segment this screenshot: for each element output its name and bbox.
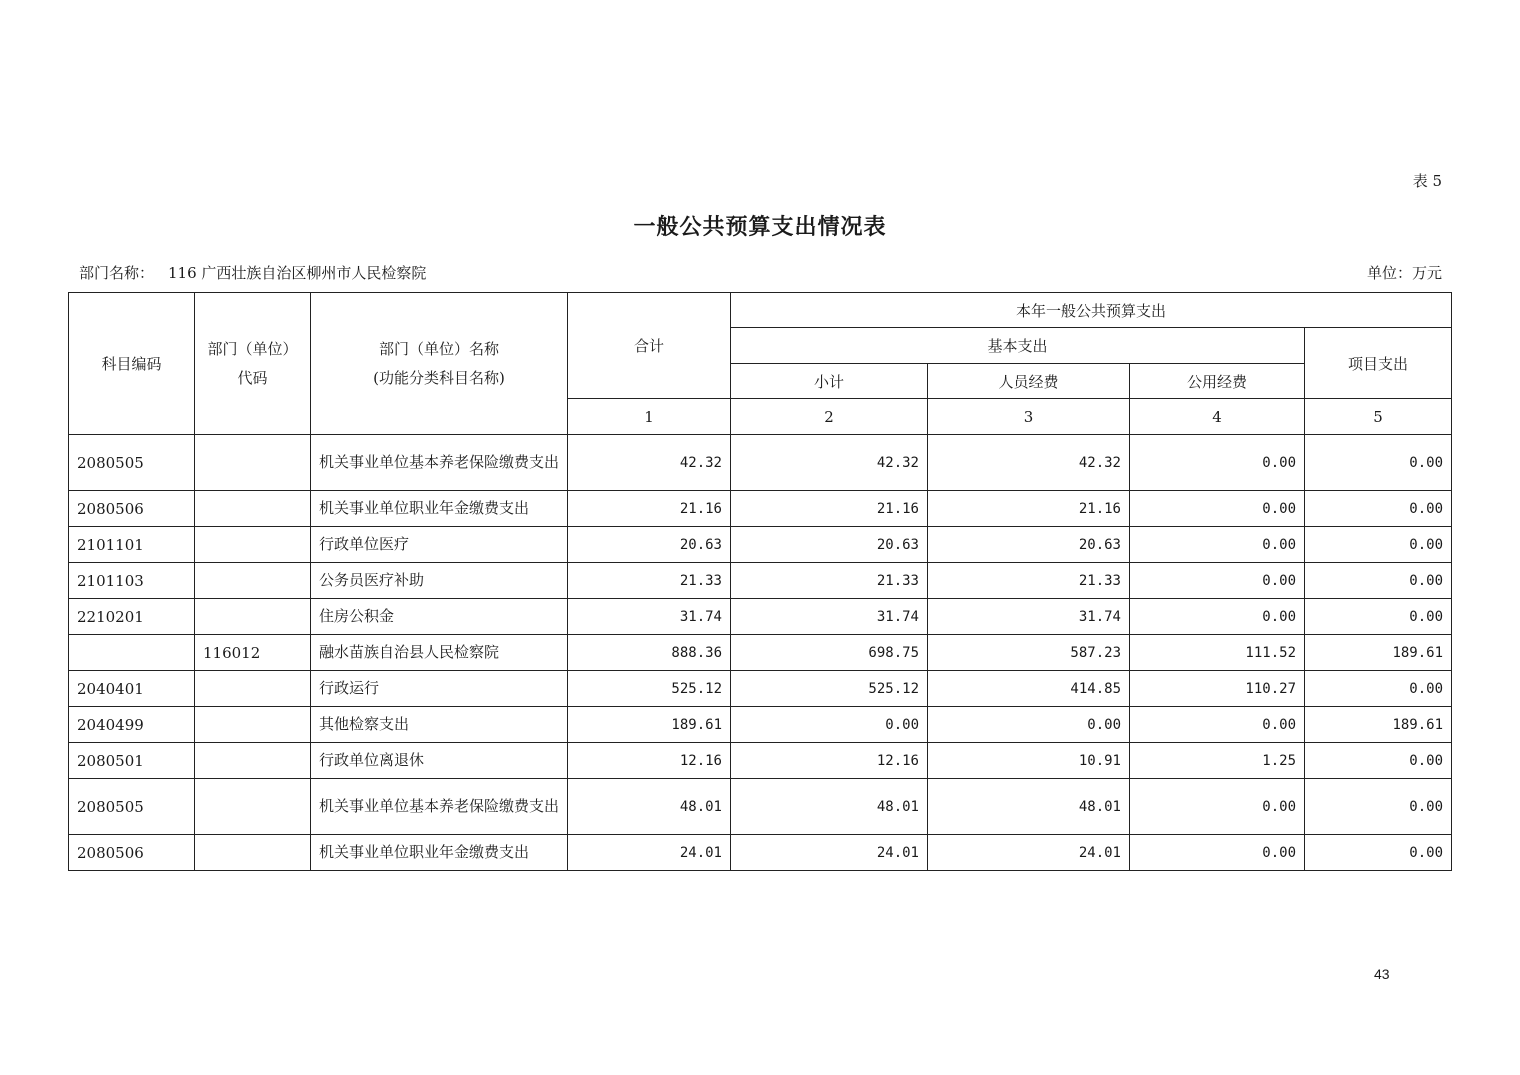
cell-project: 0.00: [1305, 435, 1452, 491]
cell-public: 111.52: [1130, 635, 1305, 671]
cell-total: 21.16: [568, 491, 731, 527]
header-dept-name-line2: (功能分类科目名称): [373, 368, 505, 387]
col-number: 3: [928, 399, 1130, 435]
cell-code: 2080506: [69, 491, 195, 527]
page-title: 一般公共预算支出情况表: [633, 214, 887, 240]
cell-code: 2101103: [69, 563, 195, 599]
header-basic: 基本支出: [731, 328, 1305, 364]
table-row: [69, 527, 1452, 563]
col-number: 5: [1305, 399, 1452, 435]
cell-dept-code: [195, 527, 311, 563]
cell-public: 110.27: [1130, 671, 1305, 707]
cell-public: 0.00: [1130, 599, 1305, 635]
cell-personnel: 20.63: [928, 527, 1130, 563]
cell-project: 0.00: [1305, 779, 1452, 835]
cell-name: 住房公积金: [311, 599, 568, 635]
cell-project: 189.61: [1305, 635, 1452, 671]
cell-subtotal: 48.01: [731, 779, 928, 835]
table-row: [69, 599, 1452, 635]
cell-public: 0.00: [1130, 435, 1305, 491]
cell-name: 行政单位离退休: [311, 743, 568, 779]
cell-public: 0.00: [1130, 707, 1305, 743]
cell-personnel: 31.74: [928, 599, 1130, 635]
cell-name: 行政单位医疗: [311, 527, 568, 563]
header-project: 项目支出: [1305, 328, 1452, 399]
cell-public: 0.00: [1130, 779, 1305, 835]
cell-personnel: 48.01: [928, 779, 1130, 835]
cell-name: 机关事业单位职业年金缴费支出: [311, 835, 568, 871]
cell-dept-code: [195, 491, 311, 527]
cell-personnel: 21.33: [928, 563, 1130, 599]
cell-total: 189.61: [568, 707, 731, 743]
table-row: [69, 491, 1452, 527]
cell-code: 2080505: [69, 779, 195, 835]
cell-project: 0.00: [1305, 671, 1452, 707]
header-row-1: [69, 293, 1452, 328]
header-dept-name: [311, 293, 568, 435]
cell-project: 0.00: [1305, 835, 1452, 871]
table-row: [69, 435, 1452, 491]
header-subtotal: 小计: [731, 364, 928, 399]
cell-total: 48.01: [568, 779, 731, 835]
cell-dept-code: [195, 671, 311, 707]
cell-total: 888.36: [568, 635, 731, 671]
cell-code: 2080505: [69, 435, 195, 491]
cell-personnel: 414.85: [928, 671, 1130, 707]
cell-project: 0.00: [1305, 563, 1452, 599]
cell-code: 2080501: [69, 743, 195, 779]
page-number: 43: [1374, 966, 1390, 982]
cell-personnel: 42.32: [928, 435, 1130, 491]
cell-dept-code: 116012: [195, 635, 311, 671]
header-dept-code-line2: 代码: [237, 368, 268, 387]
cell-total: 42.32: [568, 435, 731, 491]
cell-dept-code: [195, 707, 311, 743]
department-label: 部门名称：: [79, 264, 155, 282]
col-number: 4: [1130, 399, 1305, 435]
cell-total: 21.33: [568, 563, 731, 599]
col-number: 2: [731, 399, 928, 435]
cell-subtotal: 21.16: [731, 491, 928, 527]
cell-subtotal: 0.00: [731, 707, 928, 743]
cell-public: 0.00: [1130, 563, 1305, 599]
table-row: [69, 835, 1452, 871]
table-number-label: 表 5: [1412, 172, 1442, 190]
cell-subtotal: 525.12: [731, 671, 928, 707]
cell-personnel: 21.16: [928, 491, 1130, 527]
cell-code: 2080506: [69, 835, 195, 871]
cell-subtotal: 42.32: [731, 435, 928, 491]
col-number: 1: [568, 399, 731, 435]
cell-subtotal: 21.33: [731, 563, 928, 599]
cell-subtotal: 31.74: [731, 599, 928, 635]
header-year-budget: 本年一般公共预算支出: [731, 293, 1452, 328]
cell-project: 0.00: [1305, 743, 1452, 779]
cell-project: 189.61: [1305, 707, 1452, 743]
table-row: [69, 743, 1452, 779]
cell-code: 2101101: [69, 527, 195, 563]
header-dept-code: [195, 293, 311, 435]
budget-table: [68, 292, 1452, 871]
cell-project: 0.00: [1305, 491, 1452, 527]
header-public: 公用经费: [1130, 364, 1305, 399]
cell-public: 1.25: [1130, 743, 1305, 779]
cell-subtotal: 12.16: [731, 743, 928, 779]
cell-total: 20.63: [568, 527, 731, 563]
unit-label: 单位：万元: [1366, 264, 1442, 282]
cell-name: 行政运行: [311, 671, 568, 707]
cell-public: 0.00: [1130, 527, 1305, 563]
cell-total: 31.74: [568, 599, 731, 635]
header-total: 合计: [568, 293, 731, 399]
cell-project: 0.00: [1305, 527, 1452, 563]
cell-name: 机关事业单位职业年金缴费支出: [311, 491, 568, 527]
table-row: [69, 707, 1452, 743]
cell-dept-code: [195, 743, 311, 779]
cell-name: 其他检察支出: [311, 707, 568, 743]
cell-dept-code: [195, 435, 311, 491]
cell-name: 融水苗族自治县人民检察院: [311, 635, 568, 671]
department-value: 116 广西壮族自治区柳州市人民检察院: [168, 264, 427, 282]
cell-code: 2210201: [69, 599, 195, 635]
table-row: [69, 779, 1452, 835]
header-dept-code-line1: 部门（单位）: [207, 339, 298, 358]
cell-subtotal: 20.63: [731, 527, 928, 563]
cell-subtotal: 24.01: [731, 835, 928, 871]
cell-code: 2040499: [69, 707, 195, 743]
table-row: [69, 635, 1452, 671]
cell-code: [69, 635, 195, 671]
cell-name: 公务员医疗补助: [311, 563, 568, 599]
cell-dept-code: [195, 599, 311, 635]
cell-dept-code: [195, 779, 311, 835]
cell-subtotal: 698.75: [731, 635, 928, 671]
cell-total: 24.01: [568, 835, 731, 871]
cell-total: 12.16: [568, 743, 731, 779]
cell-dept-code: [195, 835, 311, 871]
cell-code: 2040401: [69, 671, 195, 707]
header-dept-name-line1: 部门（单位）名称: [378, 339, 499, 358]
table-row: [69, 671, 1452, 707]
cell-personnel: 587.23: [928, 635, 1130, 671]
table-row: [69, 563, 1452, 599]
cell-name: 机关事业单位基本养老保险缴费支出: [311, 779, 568, 835]
cell-personnel: 24.01: [928, 835, 1130, 871]
header-subject-code: 科目编码: [69, 293, 195, 435]
department-line: [79, 262, 426, 283]
cell-project: 0.00: [1305, 599, 1452, 635]
cell-dept-code: [195, 563, 311, 599]
cell-total: 525.12: [568, 671, 731, 707]
cell-personnel: 10.91: [928, 743, 1130, 779]
cell-public: 0.00: [1130, 835, 1305, 871]
cell-name: 机关事业单位基本养老保险缴费支出: [311, 435, 568, 491]
header-personnel: 人员经费: [928, 364, 1130, 399]
cell-public: 0.00: [1130, 491, 1305, 527]
cell-personnel: 0.00: [928, 707, 1130, 743]
